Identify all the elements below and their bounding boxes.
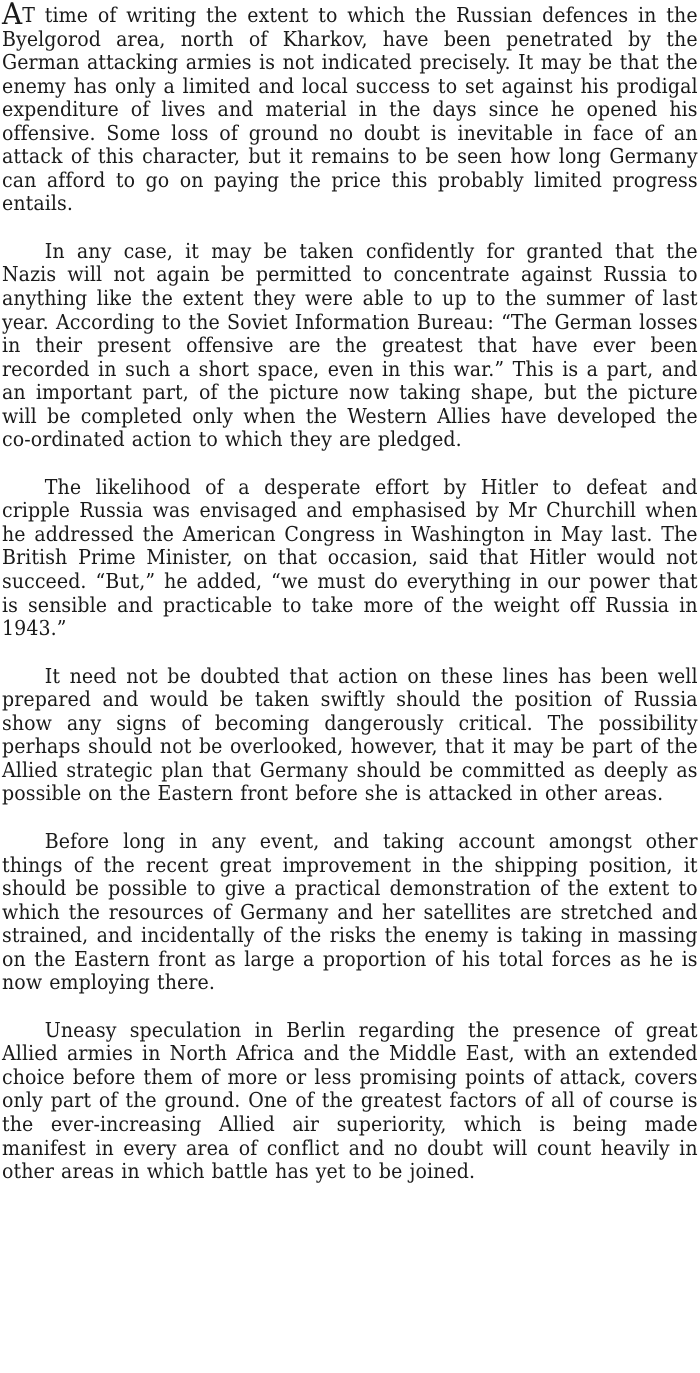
paragraph-1 [2,0,698,216]
paragraph-2: In any case, it may be taken confidently for granted that the Nazis will not again be permitted to concentrate against Russia to anything like the extent they were able to up to the summer of last year. According to the Soviet Information Bureau: “The German losses in their present offensive are the greatest that have ever been recorded in such a short space, even in this war.” This is a part, and an important part, of the picture now taking shape, but the picture will be completed only when the Western Allies have developed the co-ordinated action to which they are pledged. [2,238,698,452]
paragraph-6: Uneasy speculation in Berlin regarding the presence of great Allied armies in North Africa and the Middle East, with an extended choice before them of more or less promising points of attack, covers only part of the ground. One of the greatest factors of all of course is the ever-increasing Allied air superiority, which is being made manifest in every area of conflict and no doubt will count heavily in other areas in which battle has yet to be joined. [2,1017,698,1184]
drop-cap: A [2,0,23,32]
article-body [2,0,698,1208]
paragraph-4: It need not be doubted that action on these lines has been well prepared and would be taken swiftly should the position of Russia show any signs of becoming dangerously critical. The possibility perhaps should not be overlooked, however, that it may be part of the Allied strategic plan that Germany should be committed as deeply as possible on the Eastern front before she is attacked in other areas. [2,663,698,806]
paragraph-3: The likelihood of a desperate effort by Hitler to defeat and cripple Russia was envisaged and emphasised by Mr Churchill when he addressed the American Congress in Washington in May last. The British Prime Minister, on that occasion, said that Hitler would not succeed. “But,” he added, “we must do everything in our power that is sensible and practicable to take more of the weight off Russia in 1943.” [2,474,698,641]
paragraph-5: Before long in any event, and taking account amongst other things of the recent great improvement in the shipping position, it should be possible to give a practical demonstration of the extent to which the resources of Germany and her satellites are stretched and strained, and incidentally of the risks the enemy is taking in massing on the Eastern front as large a proportion of his total forces as he is now employing there. [2,828,698,995]
paragraph-1-text: T time of writing the extent to which the Russian defences in the Byelgorod area, north of Kharkov, have been penetrated by the German attacking armies is not indicated precisely. It may be that the enemy has only a limited and local success to set against his prodigal expenditure of lives and material in the days since he opened his offensive. Some loss of ground no doubt is inevitable in face of an attack of this character, but it remains to be seen how long Germany can afford to go on paying the price this probably limited progress entails. [2,3,698,216]
